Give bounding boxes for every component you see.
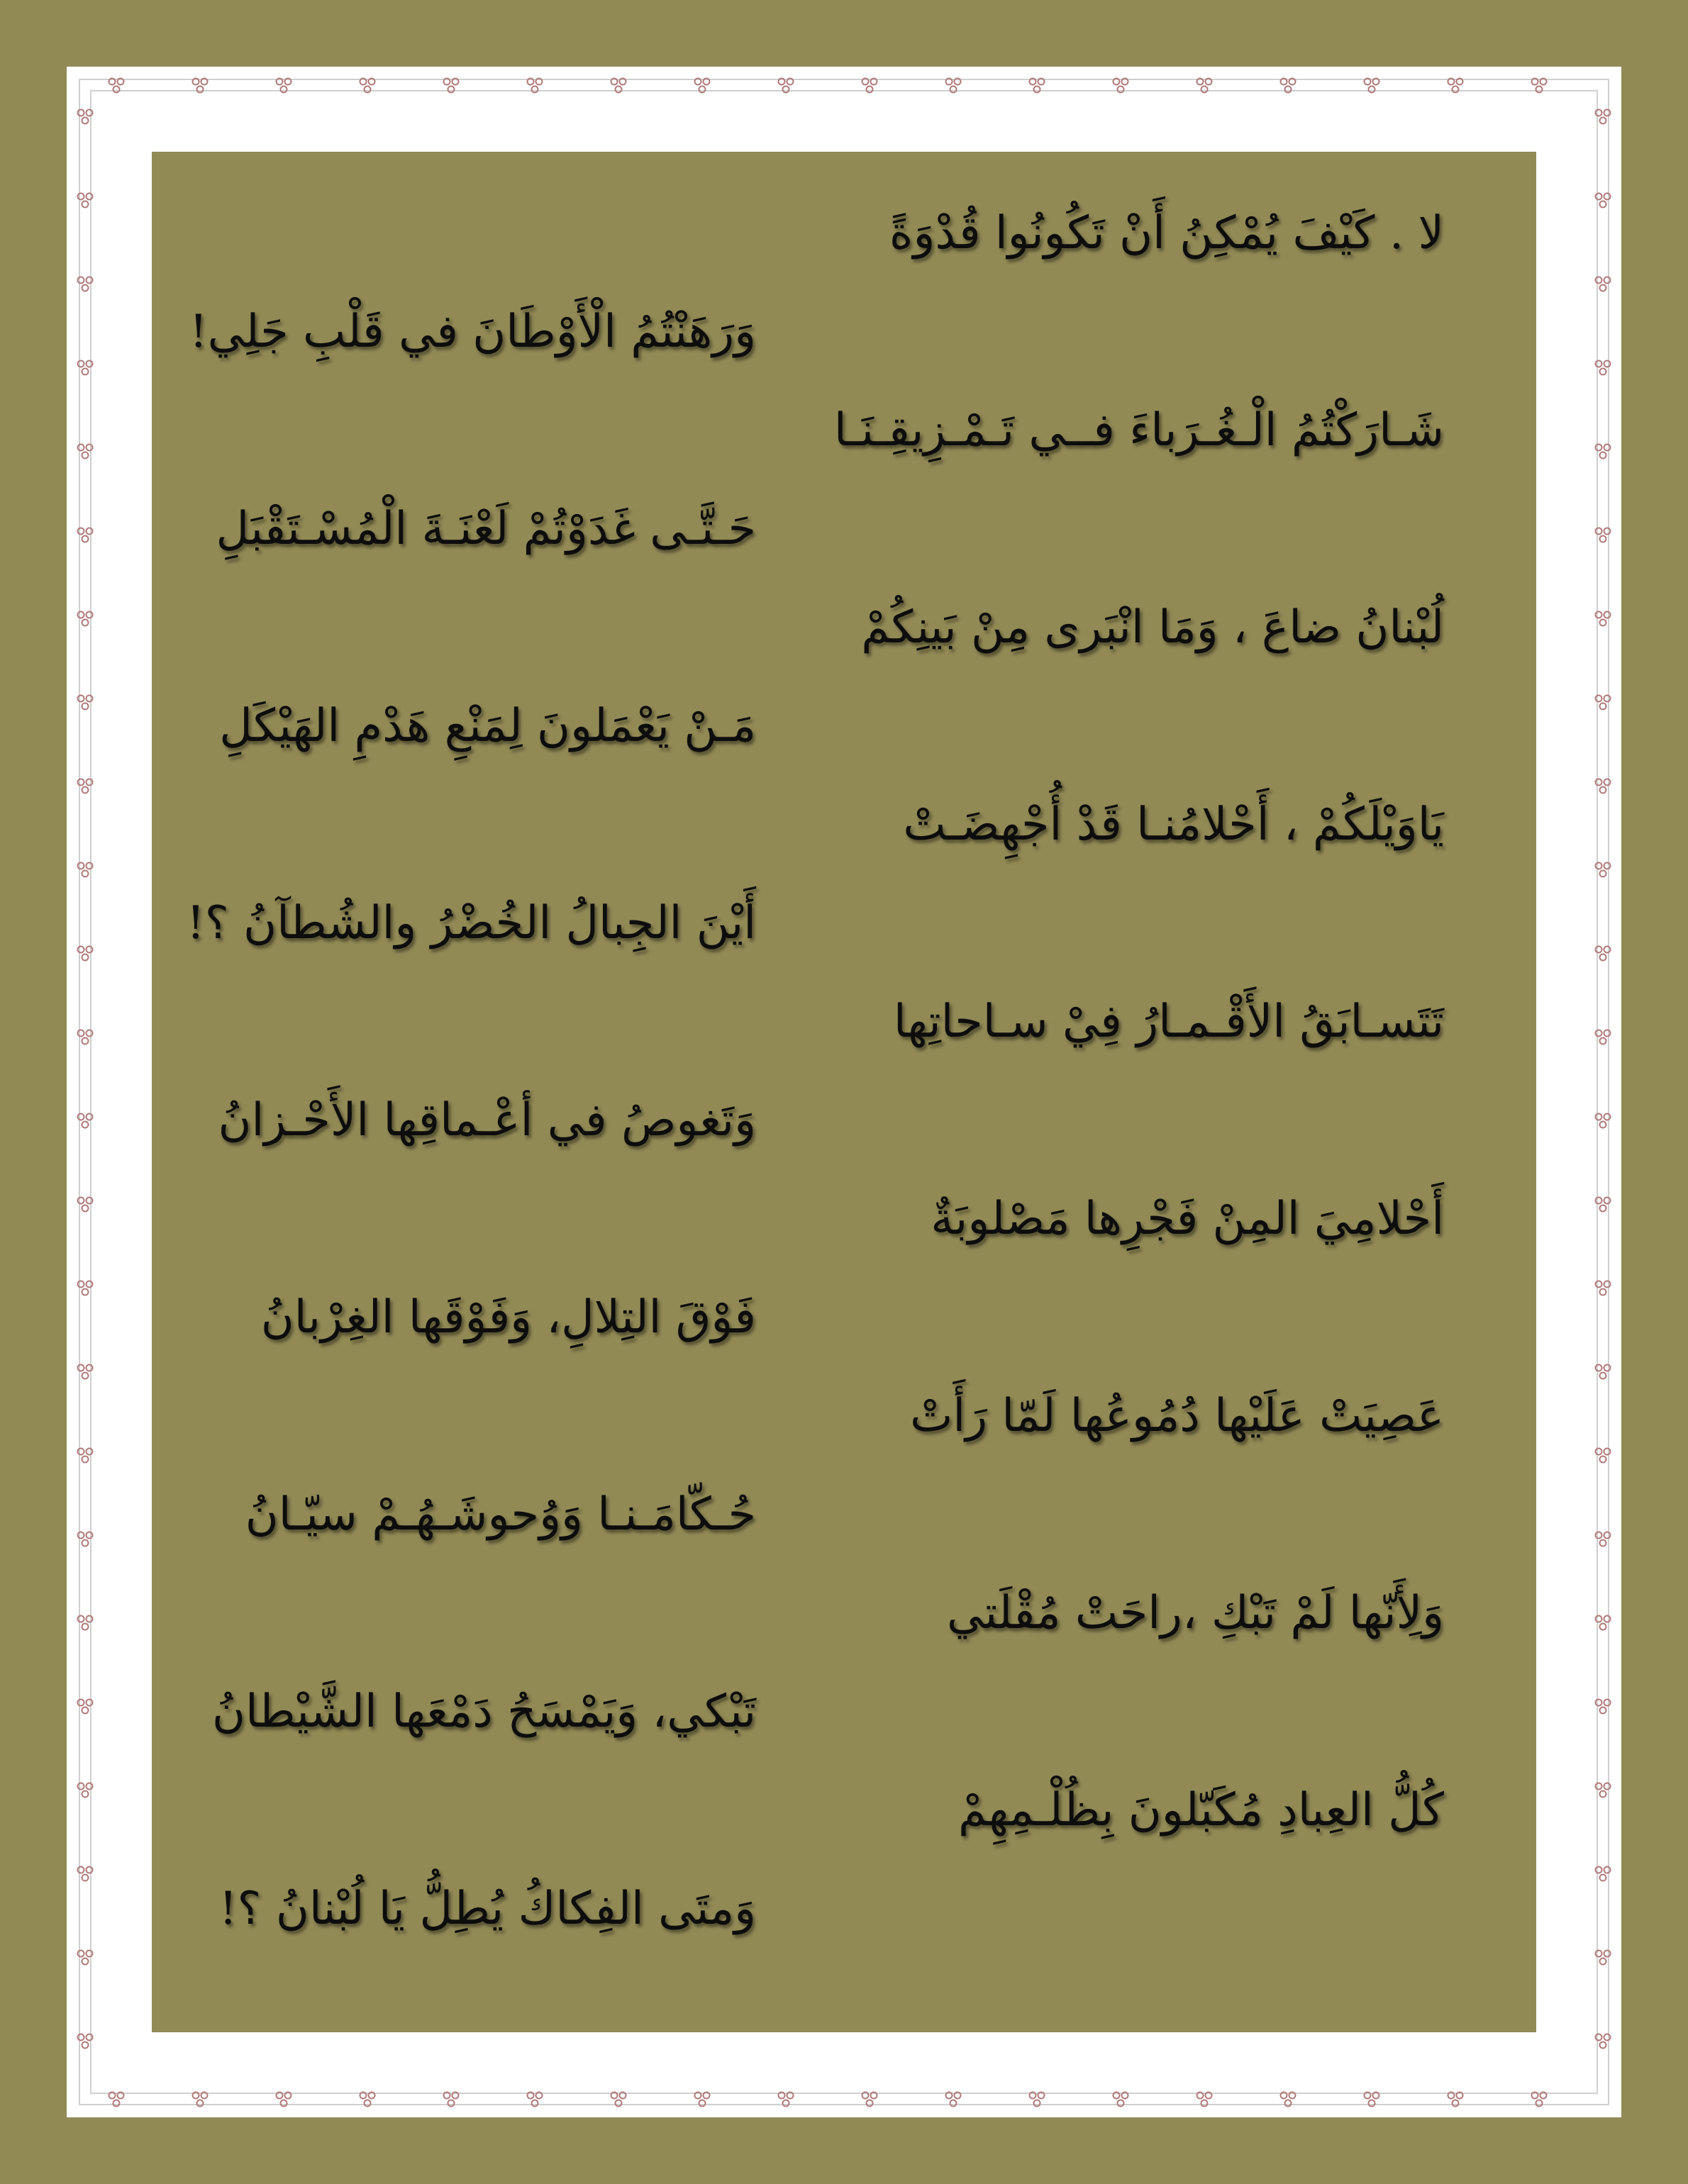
page-frame	[67, 67, 1621, 2117]
verse-6-second-hemistich: فَوْقَ التِلالِ، وَفَوْقَها الغِرْبانُ	[260, 1291, 756, 1344]
verse-1-first-hemistich: لا . كَيْفَ يُمْكِنُ أَنْ تَكُونُوا قُدْوَةً	[889, 207, 1444, 260]
verse-6-first-hemistich: أَحْلامِيَ المِنْ فَجْرِها مَصْلوبَةٌ	[931, 1193, 1444, 1245]
verse-7-first-hemistich: عَصِيَتْ عَلَيْها دُمُوعُها لَمّا رَأَتْ	[910, 1390, 1444, 1442]
verse-5-second-hemistich: وَتَغوصُ في أعْـماقِها الأَحْـزانُ	[218, 1094, 756, 1147]
verse-5-first-hemistich: تَتَسـابَقُ الأَقْـمـارُ فِيْ سـاحاتِها	[893, 996, 1444, 1048]
verse-8-second-hemistich: تَبْكي، وَيَمْسَحُ دَمْعَها الشَّيْطانُ	[212, 1686, 756, 1738]
verse-4-second-hemistich: أَيْنَ الجِبالُ الخُضْرُ والشُطآنُ ؟!	[187, 897, 756, 949]
verse-1-second-hemistich: وَرَهَنْتُمُ الْأَوْطَانَ في قَلْبِ جَلِي!	[189, 306, 756, 358]
verse-2-first-hemistich: شَـارَكْتُمُ الْـغُـرَباءَ فــي تَـمْـزِيقِـنَـا	[833, 404, 1444, 457]
verse-2-second-hemistich: حَـتَّـى غَدَوْتُمْ لَعْنَـةَ الْمُسْـتَقْبَلِ	[216, 503, 756, 555]
verse-9-second-hemistich: وَمتَى الفِكاكُ يُطِلُّ يَا لُبْنانُ ؟!	[218, 1883, 756, 1935]
verse-3-second-hemistich: مَـنْ يَعْمَلونَ لِمَنْعِ هَدْمِ الهَيْكَلِ	[219, 700, 756, 752]
poem-panel	[152, 152, 1536, 2032]
verse-3-first-hemistich: لُبْنانُ ضاعَ ، وَمَا انْبَرى مِنْ بَينِكُمْ	[861, 601, 1444, 654]
verse-7-second-hemistich: حُـكّامَـنـا وَوُحوشَـهُـمْ سيّـانُ	[245, 1488, 756, 1541]
verse-4-first-hemistich: يَاوَيْلَكُمْ ، أَحْلامُنـا قَدْ أُجْهِضَـتْ	[903, 798, 1444, 851]
verse-9-first-hemistich: كُلُّ العِبادِ مُكَبّلونَ بِظُلْـمِهِمْ	[958, 1784, 1444, 1837]
verse-8-first-hemistich: وَلِأَنّها لَمْ تَبْكِ ،راحَتْ مُقْلَتي	[947, 1587, 1444, 1639]
